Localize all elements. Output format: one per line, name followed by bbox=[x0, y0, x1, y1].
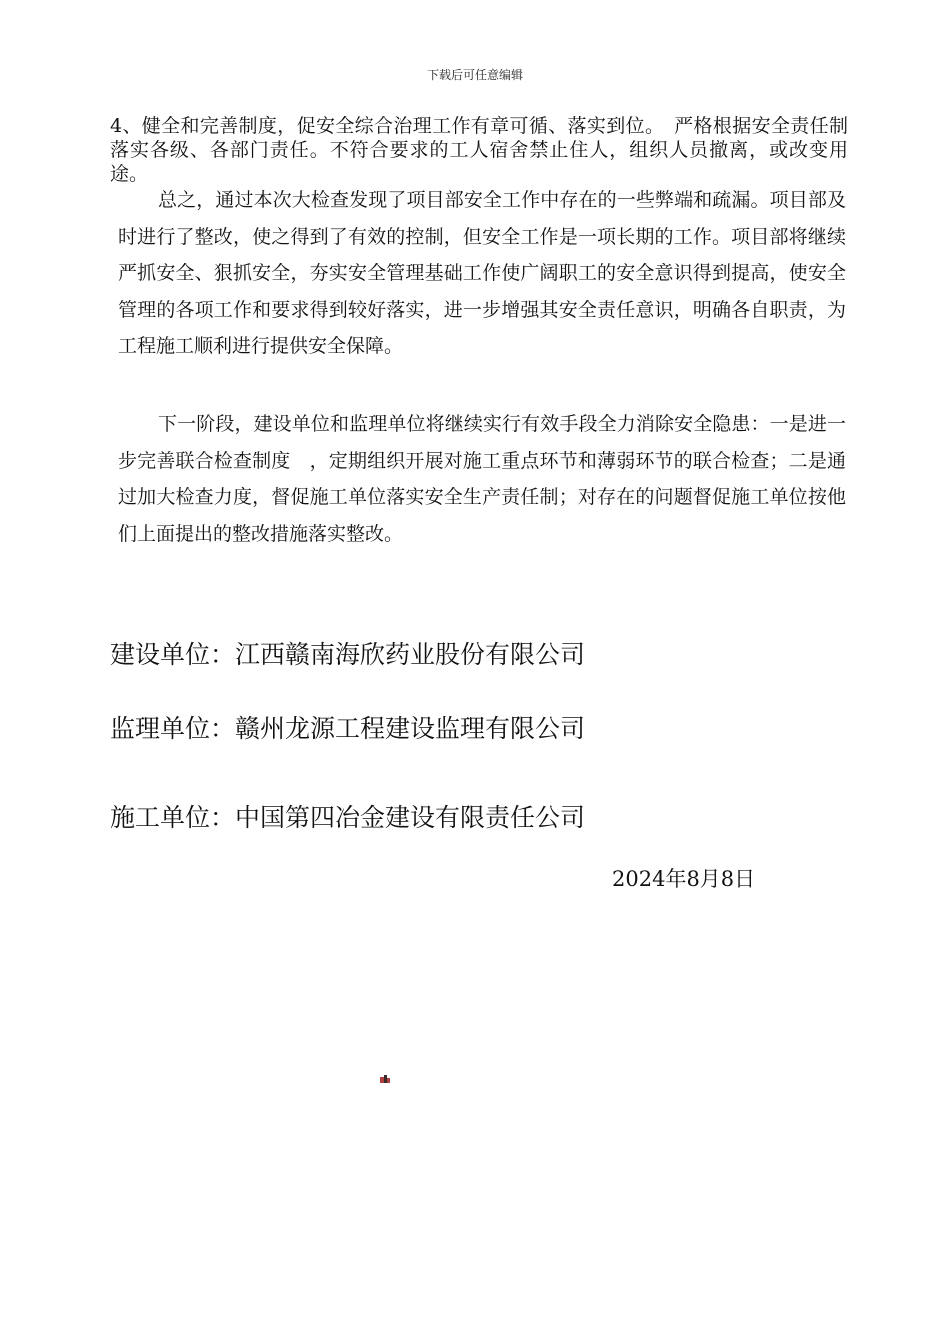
owner-unit-line: 建设单位：江西赣南海欣药业股份有限公司 bbox=[110, 640, 586, 669]
paragraph-next-stage: 下一阶段，建设单位和监理单位将继续实行有效手段全力消除安全隐患：一是进一步完善联合检查制度 ，定期组织开展对施工重点环节和薄弱环节的联合检查；二是通过加大检查力度，督促施工单位落实安全生产责任制；对存在的问题督促施工单位按他们上面提出的整改措施落实整改。 bbox=[118, 413, 846, 545]
header-note: 下载后可任意编辑 bbox=[426, 68, 523, 82]
paragraph-item-4: 4、健全和完善制度，促安全综合治理工作有章可循、落实到位。 严格根据安全责任制落实各级、各部门责任。不符合要求的工人宿舍禁止住人，组织人员撤离，或改变用途。 bbox=[110, 115, 848, 185]
stamp-fragment-icon bbox=[380, 1075, 390, 1083]
supervisor-unit-line: 监理单位：赣州龙源工程建设监理有限公司 bbox=[110, 714, 586, 743]
contractor-unit-line: 施工单位：中国第四冶金建设有限责任公司 bbox=[110, 803, 586, 832]
paragraph-summary: 总之，通过本次大检查发现了项目部安全工作中存在的一些弊端和疏漏。项目部及时进行了整改，使之得到了有效的控制，但安全工作是一项长期的工作。项目部将继续严抓安全、狠抓安全，夯实安全管理基础工作使广阔职工的安全意识得到提高，使安全管理的各项工作和要求得到较好落实，进一步增强其安全责任意识，明确各自职责，为工程施工顺利进行提供安全保障。 bbox=[118, 189, 846, 357]
document-date: 2024年8月8日 bbox=[612, 867, 756, 891]
